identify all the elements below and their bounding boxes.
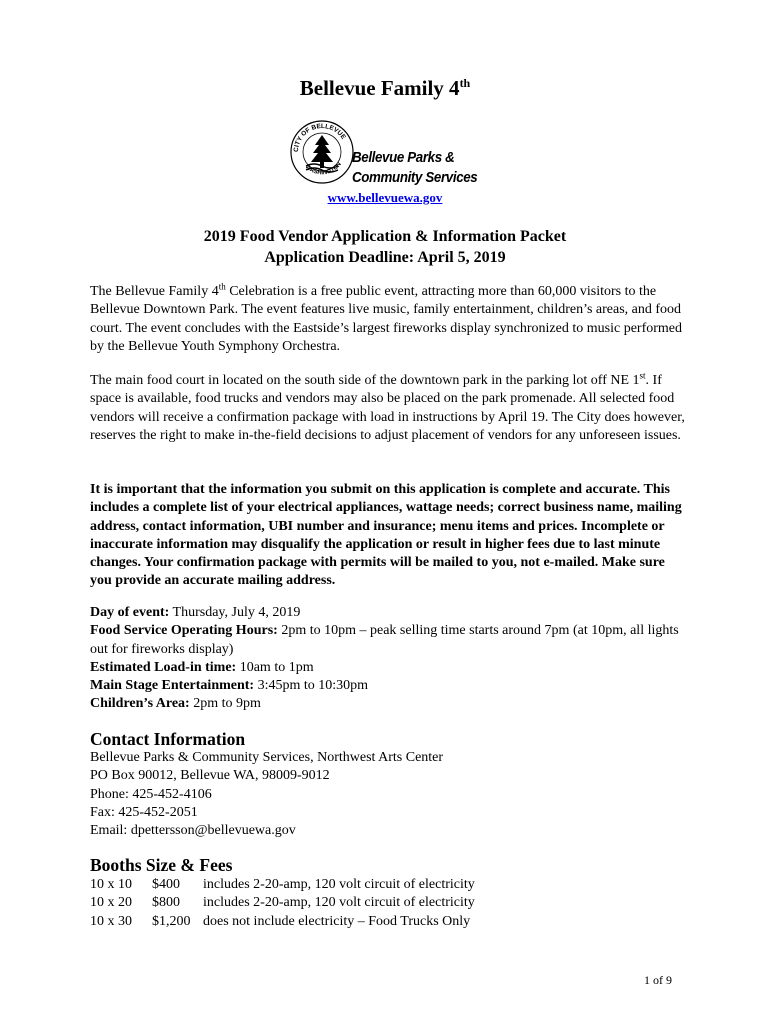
detail-label: Food Service Operating Hours: — [90, 623, 278, 639]
contact-heading: Contact Information — [90, 729, 246, 749]
booth-row — [90, 876, 475, 894]
booth-price: $1,200 — [152, 913, 191, 929]
detail-value: Thursday, July 4, 2019 — [169, 605, 301, 620]
city-seal-icon — [288, 118, 356, 186]
document-title — [0, 76, 770, 101]
important-notice-text: It is important that the information you submit on this application is complete and accurate. This includes a complete list of your electrical appliances, wattage needs; correct business name, mailing address, contact information, UBI number and insurance; menu items and prices. Incomplete or inaccurate information may disqualify the application or result in higher fees due to last minute changes. Your confirmation package with permits will be mailed to you, not e-mailed. Make sure you provide an accurate mailing address. — [90, 482, 682, 589]
intro-text-rest: Celebration is a free public event, attracting more than 60,000 visitors to the Bellevue Downtown Park. The event features live music, family entertainment, children’s areas, and food court. The event concludes with the Eastside’s largest fireworks display synchronized to music performed by the Bellevue Youth Symphony Orchestra. — [90, 284, 682, 354]
booth-price: $800 — [152, 895, 180, 911]
contact-phone: Phone: 425-452-4106 — [90, 786, 212, 802]
booth-description: includes 2-20-amp, 120 volt circuit of electricity — [203, 877, 475, 892]
detail-value: 10am to 1pm — [236, 659, 314, 675]
booth-description: does not include electricity – Food Trucks Only — [203, 913, 471, 929]
page-number: 1 of 9 — [644, 973, 672, 987]
bellevue-parks-logo — [288, 118, 488, 190]
booth-size: 10 x 10 — [90, 877, 132, 892]
title-text: Bellevue Family 4 — [299, 76, 460, 100]
application-deadline: Application Deadline: April 5, 2019 — [264, 249, 506, 266]
booth-price: $400 — [152, 877, 180, 892]
event-detail-day — [90, 604, 690, 622]
website-link[interactable]: www.bellevuewa.gov — [327, 190, 443, 205]
detail-value: 3:45pm to 10:30pm — [254, 678, 369, 694]
detail-label: Estimated Load-in time: — [90, 659, 237, 675]
food-court-paragraph — [90, 372, 690, 445]
booth-size: 10 x 30 — [90, 913, 132, 929]
event-detail-childrens-area — [90, 695, 690, 713]
detail-label: Day of event: — [90, 605, 170, 620]
contact-fax: Fax: 425-452-2051 — [90, 804, 198, 820]
intro-text-start: The Bellevue Family 4 — [90, 284, 219, 299]
intro-superscript: th — [218, 281, 226, 292]
booth-description: includes 2-20-amp, 120 volt circuit of electricity — [203, 895, 475, 911]
booths-heading: Booths Size & Fees — [90, 855, 233, 875]
booth-row — [90, 913, 475, 931]
org-name-line1: Bellevue Parks & — [352, 150, 455, 166]
event-detail-main-stage — [90, 677, 690, 695]
packet-heading — [0, 226, 770, 268]
packet-title: 2019 Food Vendor Application & Information Packet — [203, 228, 567, 245]
contact-info — [90, 749, 690, 840]
food-court-text-start: The main food court in located on the south side of the downtown park in the parking lot off NE 1 — [90, 373, 640, 388]
booth-fee-table — [90, 876, 475, 931]
food-court-superscript: st — [639, 370, 646, 381]
org-name — [352, 148, 477, 188]
event-detail-load-in — [90, 659, 690, 677]
svg-text:CITY OF BELLEVUE: CITY OF BELLEVUE — [292, 122, 347, 153]
detail-value: 2pm to 9pm — [189, 696, 261, 712]
title-superscript: th — [459, 76, 471, 90]
detail-label: Children’s Area: — [90, 696, 190, 712]
important-notice-paragraph — [90, 481, 690, 591]
contact-organization: Bellevue Parks & Community Services, Northwest Arts Center — [90, 750, 444, 765]
svg-text:WASHINGTON: WASHINGTON — [303, 161, 343, 177]
detail-value: 2pm to 10pm – peak selling time starts around 7pm (at 10pm, all lights out for fireworks display) — [90, 623, 679, 657]
contact-email: Email: dpettersson@bellevuewa.gov — [90, 823, 296, 839]
contact-address: PO Box 90012, Bellevue WA, 98009-9012 — [90, 768, 330, 784]
org-name-line2: Community Services — [352, 170, 478, 186]
booth-row — [90, 894, 475, 912]
event-details — [90, 604, 690, 714]
food-court-text-rest: . If space is available, food trucks and vendors may also be placed on the park promenade. All selected food vendors will receive a confirmation package with load in instructions by April 19. The City does however, reserves the right to make in-the-field decisions to adjust placement of vendors for any unforeseen issues. — [90, 373, 685, 443]
detail-label: Main Stage Entertainment: — [90, 678, 255, 694]
event-detail-hours — [90, 622, 690, 659]
booth-size: 10 x 20 — [90, 895, 132, 911]
intro-paragraph — [90, 283, 690, 356]
